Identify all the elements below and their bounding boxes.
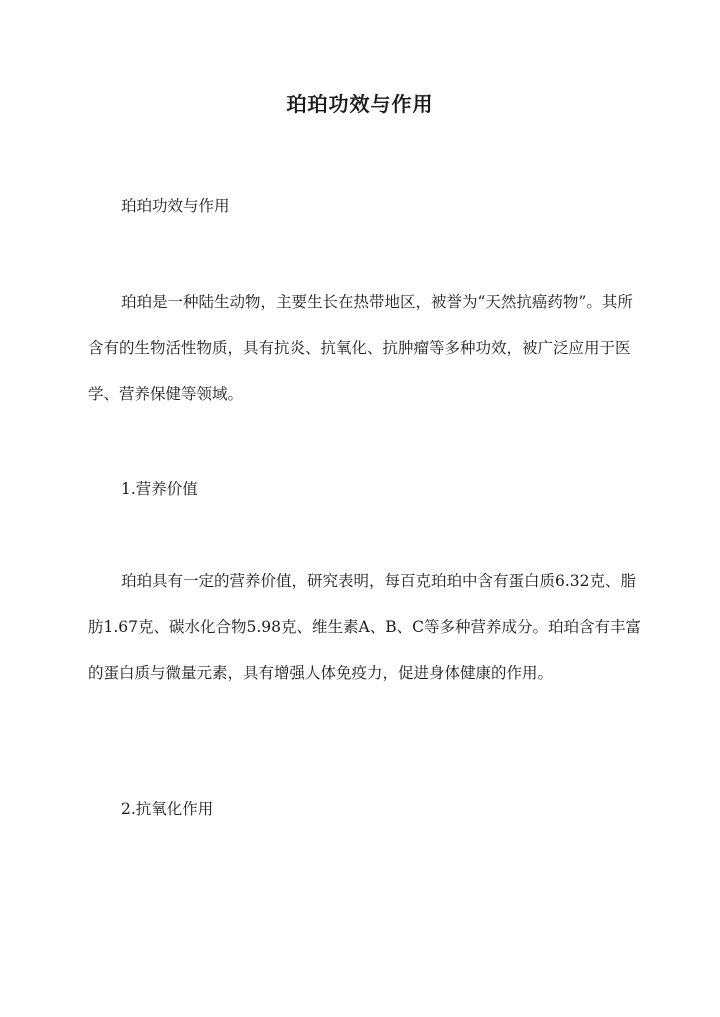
section-heading: 2.抗氧化作用	[121, 800, 214, 818]
intro-block	[88, 279, 648, 417]
document-title: 珀珀功效与作用	[286, 92, 434, 116]
document-subtitle: 珀珀功效与作用	[121, 197, 230, 215]
subtitle-block	[88, 195, 648, 217]
section-2-heading-block	[88, 798, 648, 820]
intro-paragraph: 珀珀是一种陆生动物，主要生长在热带地区，被誉为“天然抗癌药物”。其所含有的生物活性物质，具有抗炎、抗氧化、抗肿瘤等多种功效，被广泛应用于医学、营养保健等领域。	[88, 293, 633, 403]
section-1-body-block	[88, 558, 648, 696]
section-heading: 1.营养价值	[121, 480, 198, 498]
section-1-heading-block	[88, 478, 648, 500]
section-paragraph: 珀珀具有一定的营养价值，研究表明，每百克珀珀中含有蛋白质6.32克、脂肪1.67克、碳水化合物5.98克、维生素A、B、C等多种营养成分。珀珀含有丰富的蛋白质与微量元素，具有增强人体免疫力，促进身体健康的作用。	[88, 572, 641, 682]
